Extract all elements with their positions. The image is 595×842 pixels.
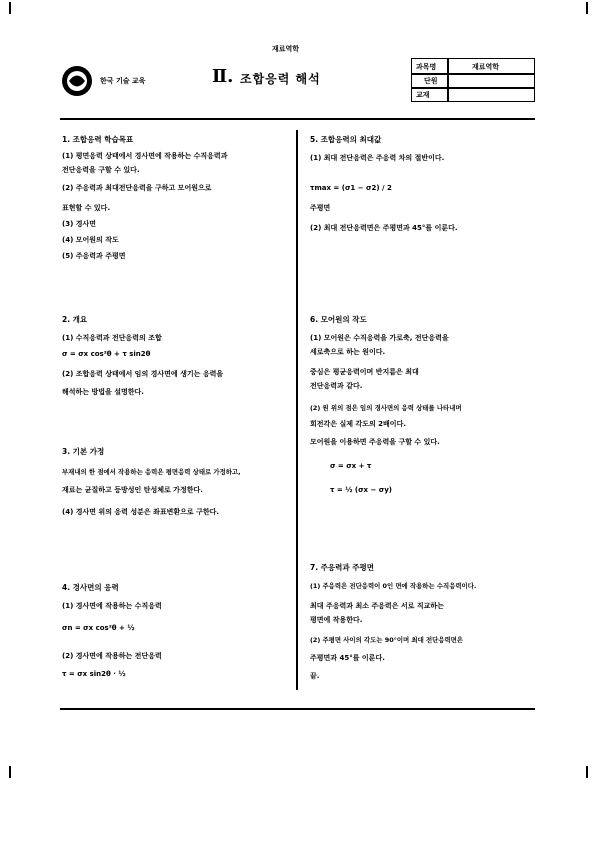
text-line: 주평면과 45°를 이룬다. — [310, 654, 385, 662]
text-line: 중심은 평균응력이며 반지름은 최대 — [310, 368, 419, 376]
formula: τ = σx sin2θ · ½ — [62, 670, 126, 678]
chapter-title: 조합응력 해석 — [240, 72, 321, 86]
text-line: (1) 평면응력 상태에서 경사면에 작용하는 수직응력과 — [62, 152, 228, 160]
text-line: (4) 경사면 위의 응력 성분은 좌표변환으로 구한다. — [62, 508, 220, 516]
text-line: (1) 수직응력과 전단응력의 조합 — [62, 334, 162, 342]
info-table — [411, 58, 535, 102]
top-label: 재료역학 — [272, 45, 300, 53]
section-heading: 5. 조합응력의 최대값 — [310, 135, 382, 144]
corner-mark-br — [586, 766, 588, 778]
text-line: (5) 주응력과 주평면 — [62, 252, 126, 260]
section-heading: 4. 경사면의 응력 — [62, 583, 119, 592]
org-name: 한국 기술 교육 — [100, 77, 146, 85]
text-line: 최대 주응력과 최소 주응력은 서로 직교하는 — [310, 602, 444, 610]
header-rule — [60, 118, 535, 120]
formula: τ = ½ (σx − σy) — [330, 486, 393, 494]
text-line: 끝. — [310, 672, 320, 680]
text-line: 재료는 균질하고 등방성인 탄성체로 가정한다. — [62, 486, 203, 494]
info-key-1: 단원 — [424, 77, 438, 85]
text-line: 세로축으로 하는 원이다. — [310, 348, 386, 356]
corner-mark-tr — [586, 2, 588, 14]
formula: σn = σx cos²θ + ½ — [62, 624, 135, 632]
text-line: (3) 경사면 — [62, 220, 96, 228]
info-key-2: 교재 — [416, 91, 430, 99]
text-line: (2) 주응력과 최대전단응력을 구하고 모어원으로 — [62, 184, 212, 192]
text-line: (2) 주평면 사이의 각도는 90°이며 최대 전단응력면은 — [310, 636, 464, 644]
section-heading: 1. 조합응력 학습목표 — [62, 135, 134, 144]
text-line: 회전각은 실제 각도의 2배이다. — [310, 420, 406, 428]
text-line: (2) 조합응력 상태에서 임의 경사면에 생기는 응력을 — [62, 370, 224, 378]
text-line: 전단응력과 같다. — [310, 382, 363, 390]
corner-mark-tl — [9, 2, 11, 14]
section-heading: 3. 기본 가정 — [62, 447, 105, 456]
text-line: (1) 모어원은 수직응력을 가로축, 전단응력을 — [310, 334, 449, 342]
logo — [60, 64, 94, 98]
text-line: 부재내의 한 점에서 작용하는 응력은 평면응력 상태로 가정하고, — [62, 468, 241, 476]
column-divider — [296, 130, 298, 690]
chapter-no: Ⅱ. — [212, 66, 234, 87]
info-value-0: 재료역학 — [472, 63, 500, 71]
text-line: (2) 최대 전단응력면은 주평면과 45°를 이룬다. — [310, 224, 458, 232]
text-line: 전단응력을 구할 수 있다. — [62, 166, 140, 174]
text-line: (4) 모어원의 작도 — [62, 236, 119, 244]
text-line: (1) 주응력은 전단응력이 0인 면에 작용하는 수직응력이다. — [310, 582, 477, 590]
section-heading: 2. 개요 — [62, 315, 88, 324]
text-line: (1) 최대 전단응력은 주응력 차의 절반이다. — [310, 154, 445, 162]
section-heading: 6. 모어원의 작도 — [310, 315, 367, 324]
text-line: 주평면 — [310, 204, 331, 212]
text-line: σ = σx cos²θ + τ sin2θ — [62, 350, 151, 358]
text-line: (2) 경사면에 작용하는 전단응력 — [62, 652, 162, 660]
text-line: 모어원을 이용하면 주응력을 구할 수 있다. — [310, 438, 440, 446]
corner-mark-bl — [9, 766, 11, 778]
text-line: (1) 경사면에 작용하는 수직응력 — [62, 602, 162, 610]
text-line: 해석하는 방법을 설명한다. — [62, 388, 144, 396]
formula: τmax = (σ1 − σ2) / 2 — [310, 184, 392, 192]
text-line: (2) 원 위의 점은 임의 경사면의 응력 상태를 나타내며 — [310, 404, 462, 412]
formula: σ = σx + τ — [330, 462, 372, 470]
footer-rule — [60, 708, 535, 710]
text-line: 평면에 작용한다. — [310, 616, 363, 624]
section-heading: 7. 주응력과 주평면 — [310, 563, 375, 572]
info-key-0: 과목명 — [416, 63, 437, 71]
text-line: 표현할 수 있다. — [62, 204, 111, 212]
